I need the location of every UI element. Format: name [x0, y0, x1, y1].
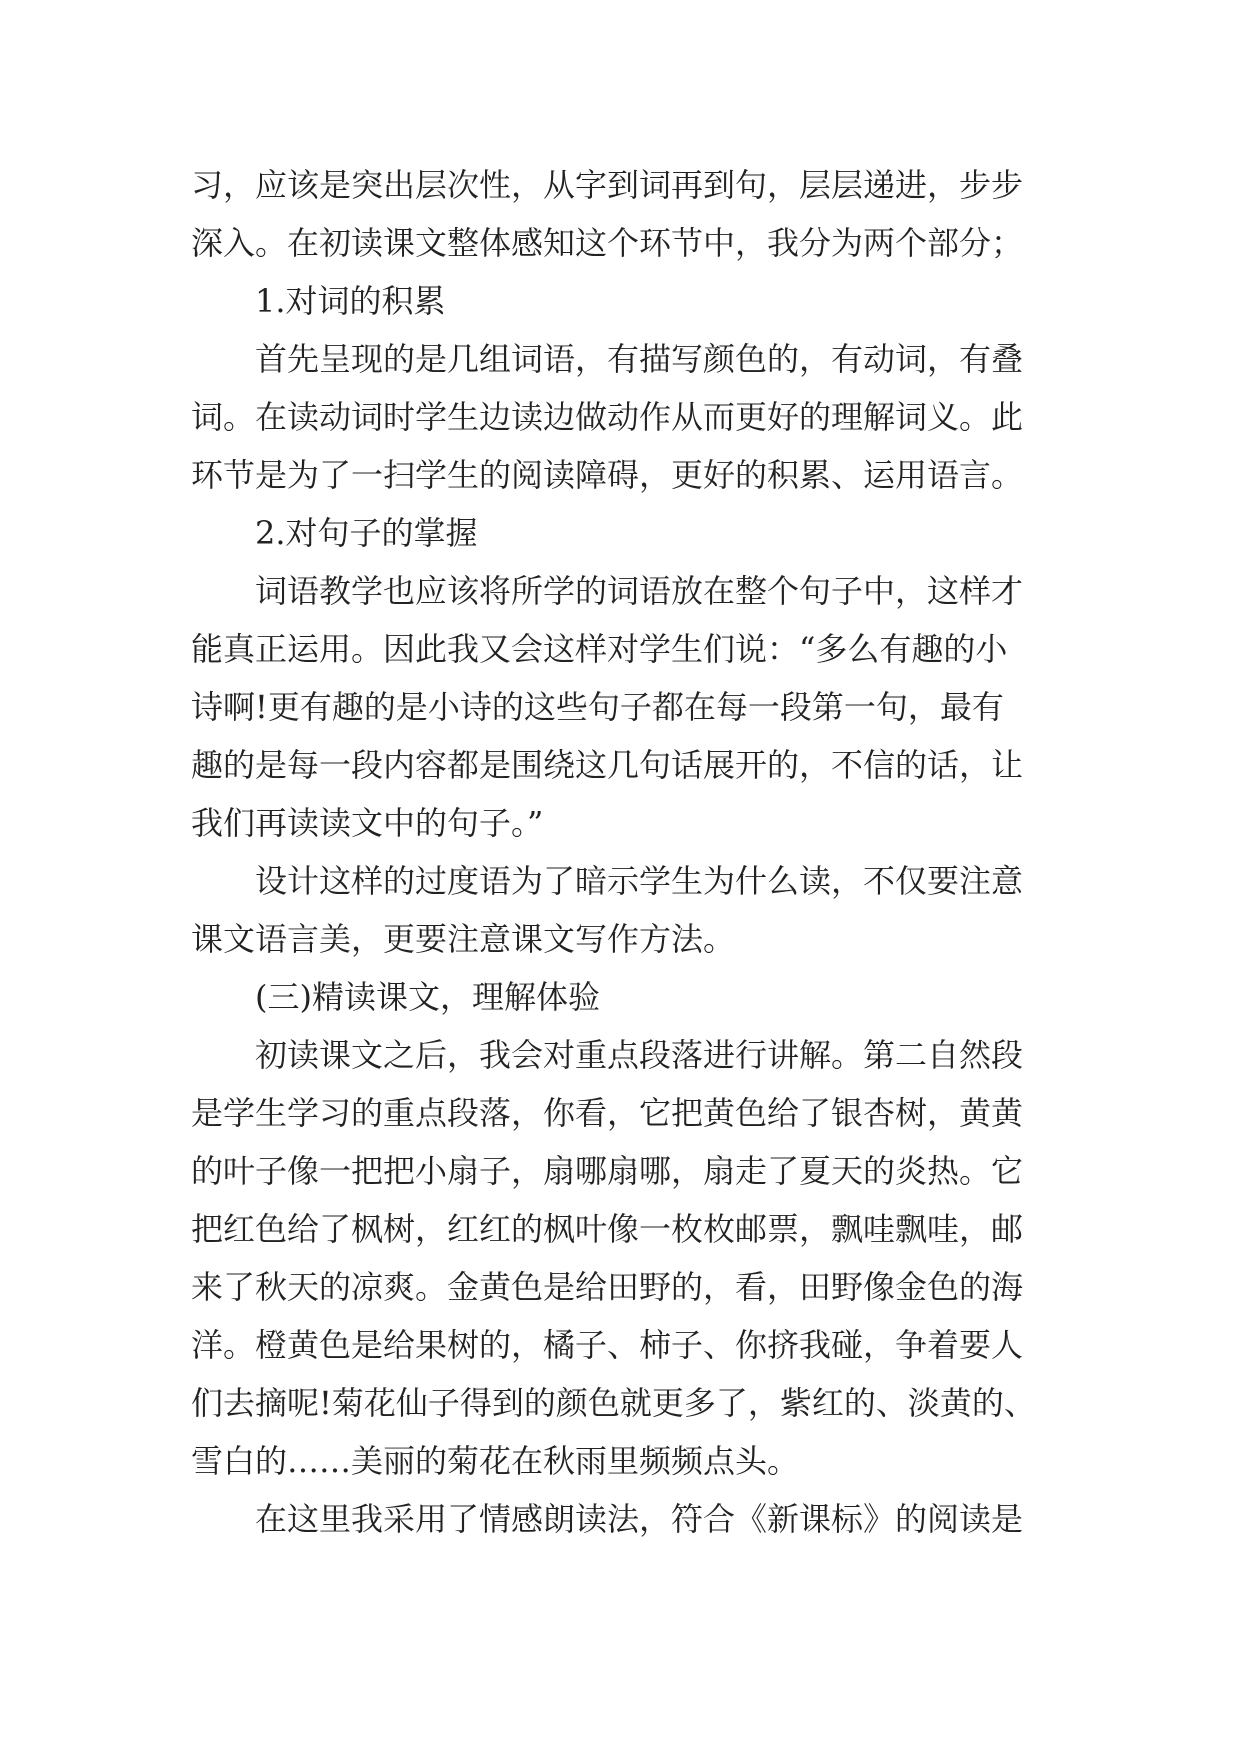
text-line: 词语教学也应该将所学的词语放在整个句子中，这样才: [255, 572, 1024, 610]
text-line: 来了秋天的凉爽。金黄色是给田野的，看，田野像金色的海: [191, 1268, 1024, 1306]
section-heading: (三)精读课文，理解体验: [255, 978, 600, 1016]
text-line: 首先呈现的是几组词语，有描写颜色的，有动词，有叠: [255, 340, 1024, 378]
text-line: 雪白的……美丽的菊花在秋雨里频频点头。: [191, 1442, 800, 1480]
text-line: 初读课文之后，我会对重点段落进行讲解。第二自然段: [255, 1036, 1024, 1074]
text-line: 能真正运用。因此我又会这样对学生们说：“多么有趣的小: [191, 630, 1008, 668]
text-line: 词。在读动词时学生边读边做动作从而更好的理解词义。此: [191, 398, 1024, 436]
subheading: 2.对句子的掌握: [255, 514, 478, 552]
text-line: 习，应该是突出层次性，从字到词再到句，层层递进，步步: [191, 166, 1024, 204]
text-line: 的叶子像一把把小扇子，扇哪扇哪，扇走了夏天的炎热。它: [191, 1152, 1024, 1190]
text-line: 是学生学习的重点段落，你看，它把黄色给了银杏树，黄黄: [191, 1094, 1024, 1132]
text-line: 深入。在初读课文整体感知这个环节中，我分为两个部分；: [191, 224, 1024, 262]
text-line: 洋。橙黄色是给果树的，橘子、柿子、你挤我碰，争着要人: [191, 1326, 1024, 1364]
text-line: 在这里我采用了情感朗读法，符合《新课标》的阅读是: [255, 1500, 1024, 1538]
text-line: 把红色给了枫树，红红的枫叶像一枚枚邮票，飘哇飘哇，邮: [191, 1210, 1024, 1248]
text-line: 设计这样的过度语为了暗示学生为什么读，不仅要注意: [255, 862, 1024, 900]
text-line: 诗啊!更有趣的是小诗的这些句子都在每一段第一句，最有: [191, 688, 1004, 726]
text-line: 们去摘呢!菊花仙子得到的颜色就更多了，紫红的、淡黄的、: [191, 1384, 1036, 1422]
text-line: 我们再读读文中的句子。”: [191, 804, 544, 842]
text-line: 趣的是每一段内容都是围绕这几句话展开的，不信的话，让: [191, 746, 1024, 784]
text-line: 课文语言美，更要注意课文写作方法。: [191, 920, 736, 958]
text-line: 环节是为了一扫学生的阅读障碍，更好的积累、运用语言。: [191, 456, 1024, 494]
subheading: 1.对词的积累: [255, 282, 446, 320]
